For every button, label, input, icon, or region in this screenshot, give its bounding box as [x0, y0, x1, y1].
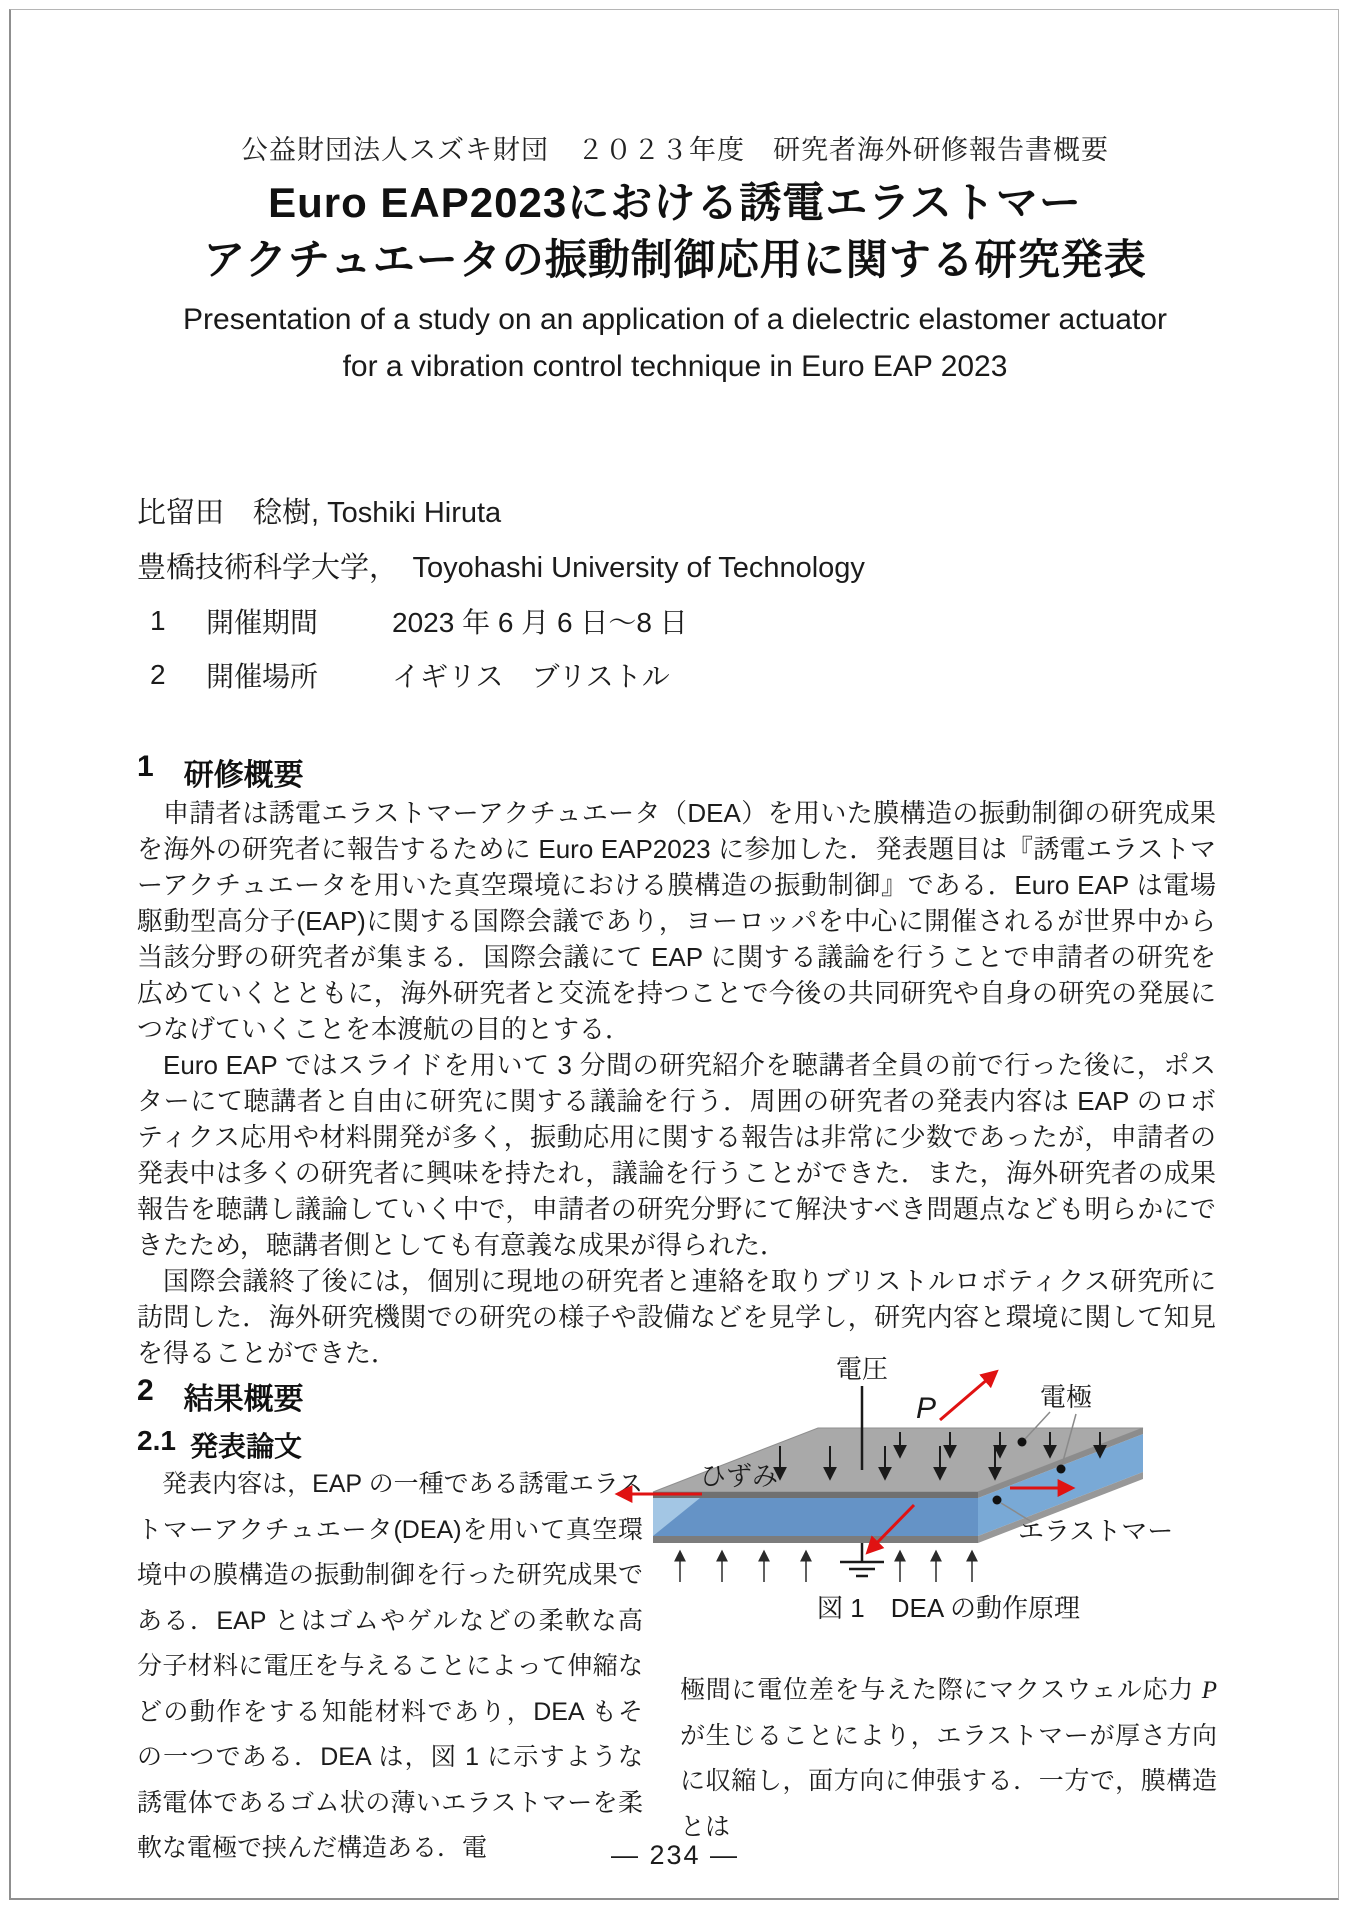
author-name: 比留田 稔樹, Toshiki Hiruta	[137, 497, 502, 529]
title-line-1: Euro EAP2023における誘電エラストマー	[268, 179, 1082, 226]
meta-row-period	[150, 594, 688, 648]
electrode-label: 電極	[1040, 1382, 1093, 1412]
author-block	[137, 486, 865, 596]
subtitle-line-2: for a vibration control technique in Euro EAP 2023	[342, 350, 1008, 383]
upward-field-arrows	[680, 1552, 972, 1582]
figure1-caption: 図 1 DEA の動作原理	[817, 1593, 1080, 1623]
document-header: 公益財団法人スズキ財団 ２０２３年度 研究者海外研修報告書概要	[241, 135, 1109, 165]
section2-number: 2	[137, 1374, 154, 1407]
document-title	[0, 174, 1350, 288]
section2-heading	[137, 1374, 304, 1418]
ground-symbol	[840, 1543, 884, 1576]
meta-number: 2	[150, 659, 166, 690]
meta-label: 開催期間	[206, 607, 319, 638]
section1-heading	[137, 750, 304, 794]
section1-paragraph-1: 申請者は誘電エラストマーアクチュエータ（DEA）を用いた膜構造の振動制御の研究成果を海外の研究者に報告するために Euro EAP2023 に参加した．発表題目は『誘電エラストマーアクチュエータを用いた真空環境における膜構造の振動制御』である．Euro EAP は電場駆動型高分子(EAP)に関する国際会議であり，ヨーロッパを中心に開催されるが世界中から当該分野の研究者が集まる．国際会議にて EAP に関する議論を行うことで申請者の研究を広めていくとともに，海外研究者と交流を持つことで今後の共同研究や自身の研究の発展につなげていくことを本渡航の目的とする．	[137, 798, 1216, 1044]
right-paragraph-part1: 極間に電位差を与えた際にマクスウェル応力	[680, 1676, 1202, 1704]
meta-row-location	[150, 648, 688, 702]
page-number: ― 234 ―	[610, 1840, 740, 1870]
section1-number: 1	[137, 750, 154, 783]
section2-1-heading	[137, 1425, 302, 1465]
author-affiliation: 豊橋技術科学大学， Toyohashi University of Technology	[137, 552, 865, 584]
strain-label: ひずみ	[700, 1461, 779, 1491]
section1-body	[137, 795, 1216, 1371]
left-column-paragraph: 発表内容は，EAP の一種である誘電エラストマーアクチュエータ(DEA)を用いて真空環境中の膜構造の振動制御を行った研究成果である．EAP とはゴムやゲルなどの柔軟な高分子材料に電圧を与えることによって伸縮などの動作をする知能材料であり，DEA もその一つである．DEA は，図 1 に示すような誘電体であるゴム状の薄いエラストマーを柔軟な電極で挟んだ構造ある．電	[137, 1470, 643, 1862]
right-column	[680, 1668, 1217, 1850]
section1-paragraph-3: 国際会議終了後には，個別に現地の研究者と連絡を取りブリストルロボティクス研究所に訪問した．海外研究機関での研究の様子や設備などを見学し，研究内容と環境に関して知見を得ることができた．	[137, 1266, 1216, 1368]
maxwell-stress-label: P	[915, 1392, 937, 1425]
meta-label: 開催場所	[206, 661, 319, 692]
section1-paragraph-2: Euro EAP ではスライドを用いて 3 分間の研究紹介を聴講者全員の前で行った後に，ポスターにて聴講者と自由に研究に関する議論を行う．周囲の研究者の発表内容は EAP のロボティクス応用や材料開発が多く，振動応用に関する報告は非常に少数であったが，申請者の発表中は多くの研究者に興味を持たれ，議論を行うことができた．また，海外研究者の成果報告を聴講し議論していく中で，申請者の研究分野にて解決すべき問題点なども明らかにできたため，聴講者側としても有意義な成果が得られた．	[137, 1050, 1216, 1260]
elastomer-label: エラストマー	[1018, 1516, 1174, 1546]
document-subtitle-en	[0, 296, 1350, 390]
figure1-dea-diagram	[600, 1342, 1245, 1586]
section2-1-number: 2.1	[137, 1425, 176, 1456]
right-paragraph-part2: が生じることにより，エラストマーが厚さ方向に収縮し，面方向に伸張する．一方で，膜構造とは	[680, 1721, 1217, 1841]
right-paragraph-variable-p: P	[1201, 1677, 1217, 1704]
meta-number: 1	[150, 605, 166, 636]
title-line-2: アクチュエータの振動制御応用に関する研究発表	[203, 236, 1147, 283]
meta-value: イギリス ブリストル	[392, 661, 670, 692]
section1-title: 研修概要	[183, 759, 304, 792]
section2-title: 結果概要	[183, 1383, 304, 1416]
meta-value: 2023 年 6 月 6 日～8 日	[392, 607, 688, 638]
section2-1-title: 発表論文	[189, 1431, 302, 1462]
subtitle-line-1: Presentation of a study on an application of a dielectric elastomer actuator	[183, 303, 1167, 336]
left-column	[137, 1462, 643, 1872]
dea-operating-principle-figure	[600, 1342, 1245, 1586]
meta-block	[150, 594, 688, 702]
voltage-label: 電圧	[835, 1354, 889, 1384]
